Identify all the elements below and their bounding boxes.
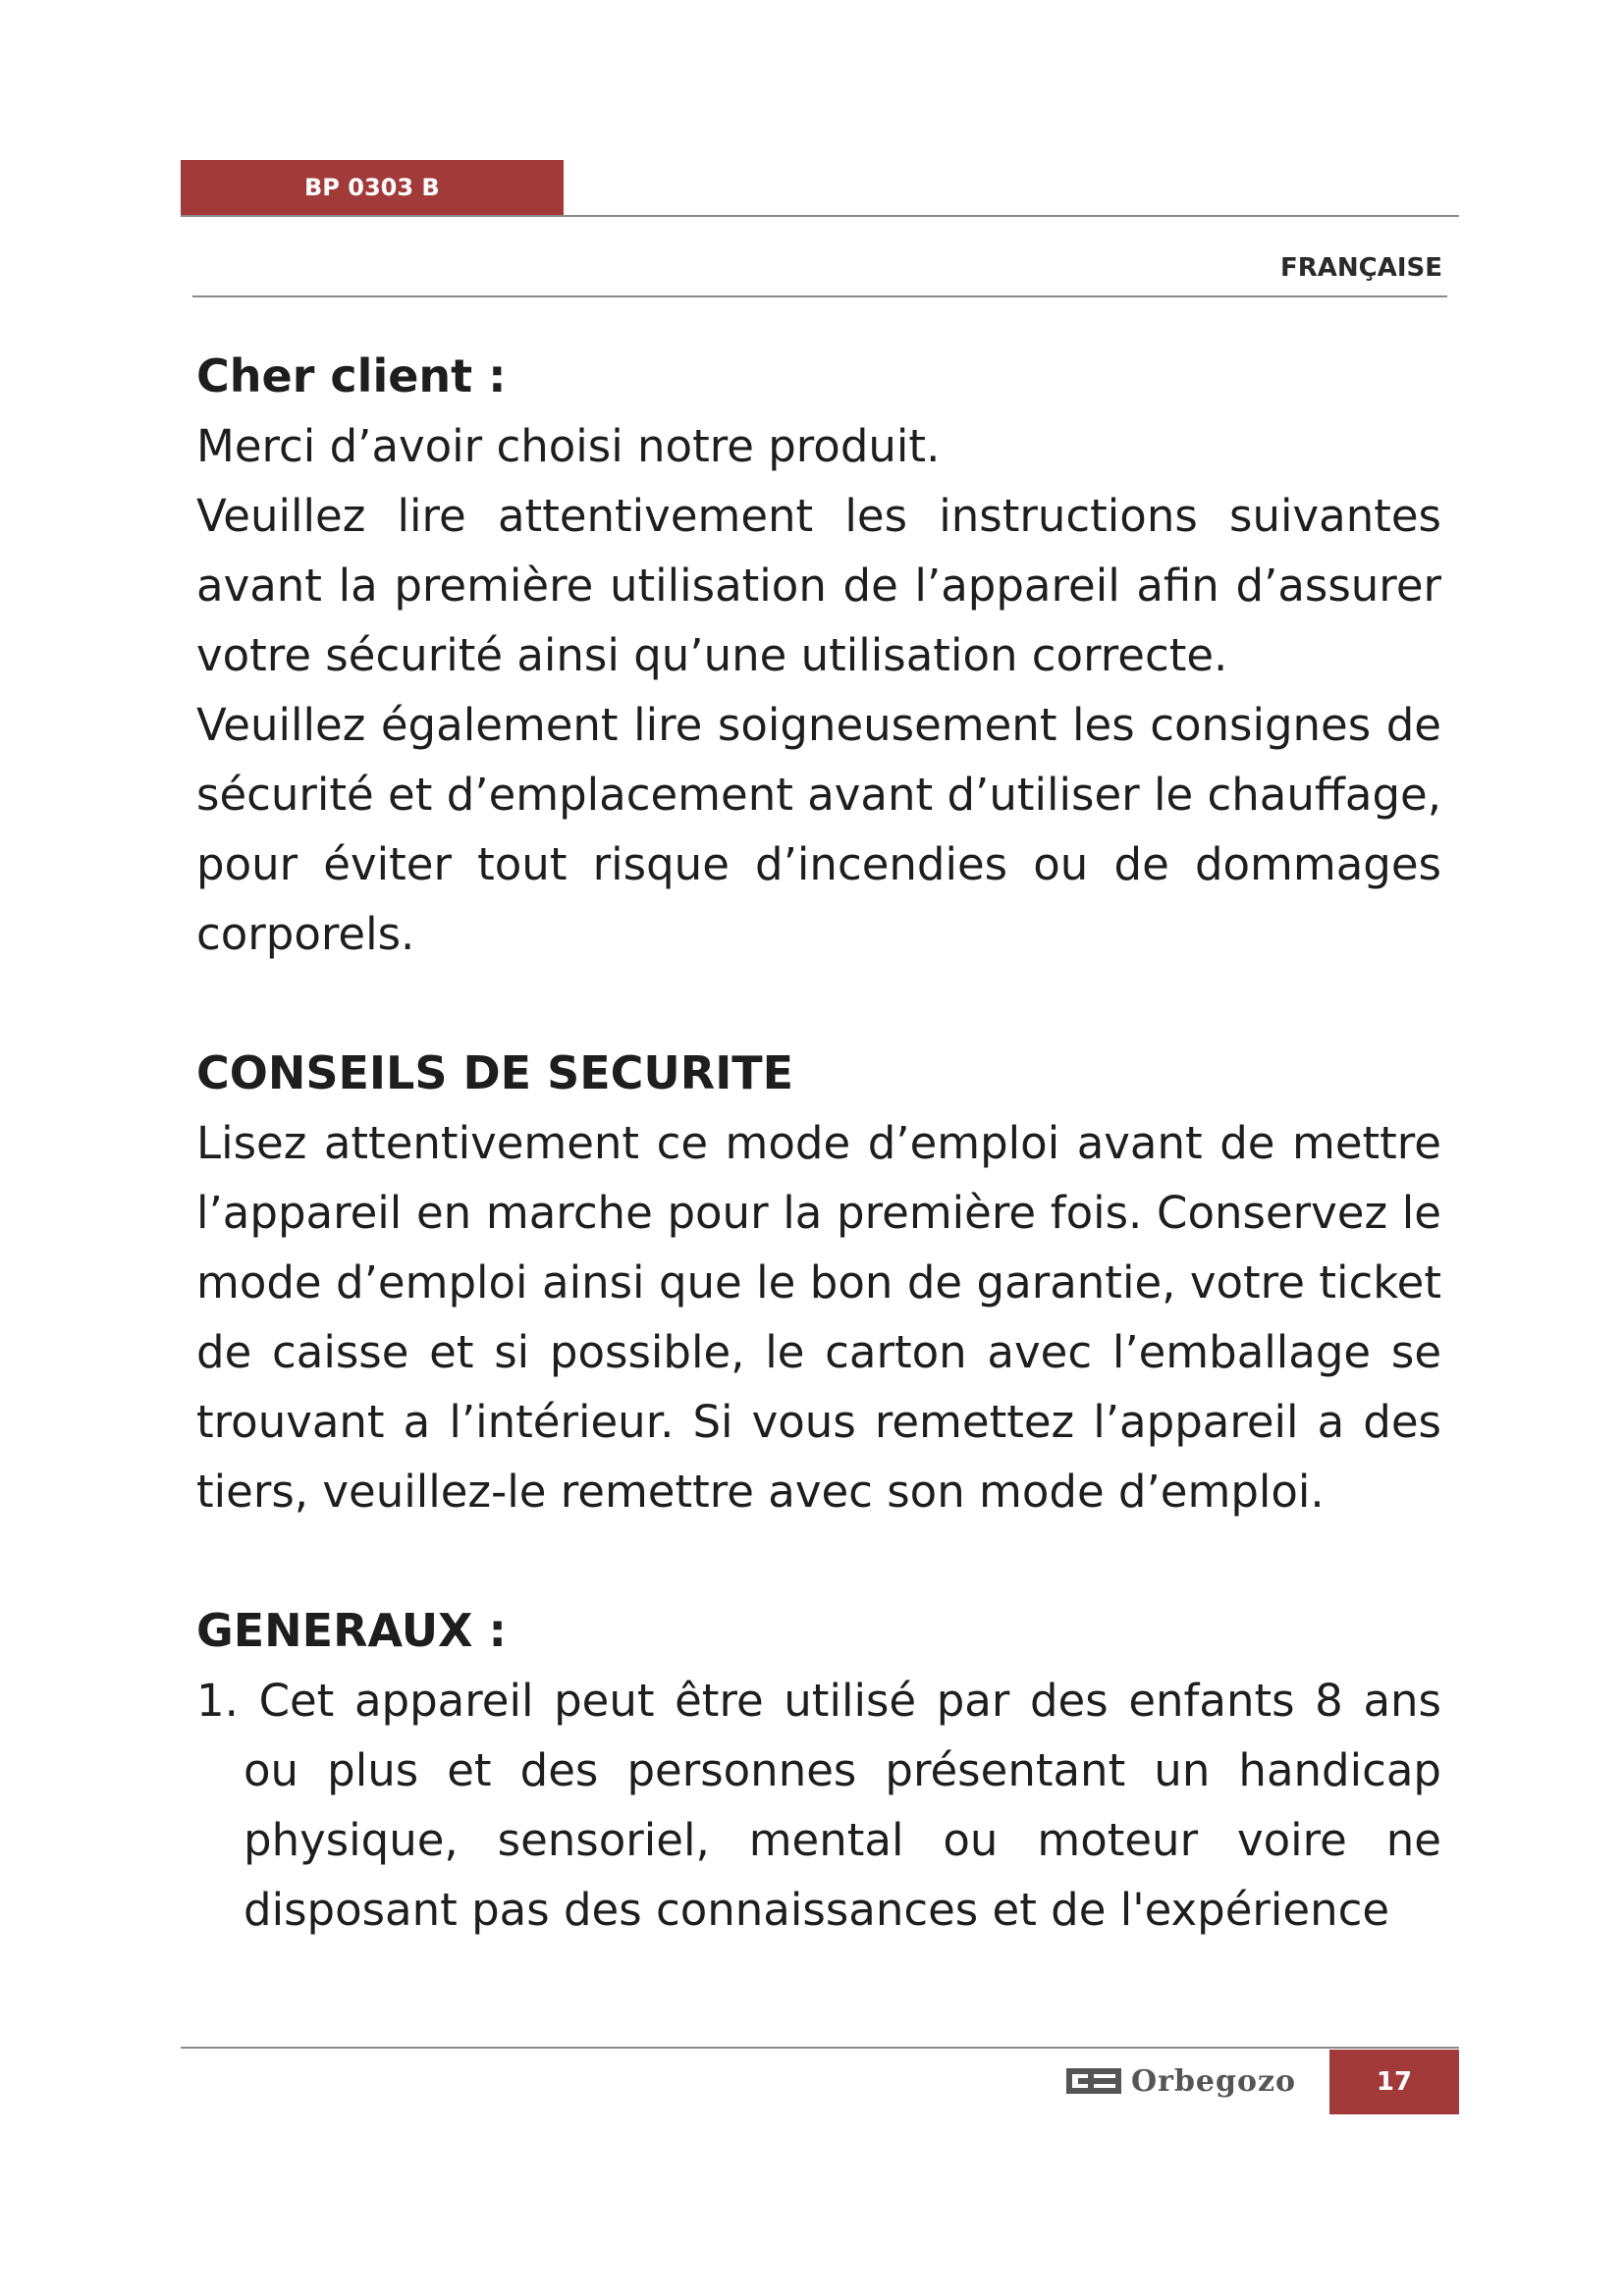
intro-paragraph-2: Veuillez lire attentivement les instructions suivantes avant la première utilisation de l’appareil afin d’assurer votre sécurité ainsi qu’une utilisation correcte. <box>196 490 1441 681</box>
language-rule <box>192 295 1447 297</box>
list-item-text: Cet appareil peut être utilisé par des enfants 8 ans ou plus et des personnes présentant un handicap physique, sensoriel, mental ou moteur voire ne disposant pas des connaissances et de l'expérience <box>244 1675 1441 1936</box>
brand-name: Orbegozo <box>1131 2063 1297 2099</box>
language-label: FRANÇAISE <box>1279 253 1442 283</box>
list-item <box>196 1666 1441 1945</box>
orbegozo-logo-icon <box>1066 2066 1121 2096</box>
page-body <box>196 342 1441 1945</box>
page-number-box <box>1329 2050 1459 2114</box>
safety-paragraph: Lisez attentivement ce mode d’emploi avant de mettre l’appareil en marche pour la première fois. Conservez le mode d’emploi ainsi que le bon de garantie, votre ticket de caisse et si possible, le carton avec l’emballage se trouvant a l’intérieur. Si vous remettez l’appareil a des tiers, veuillez-le remettre avec son mode d’emploi. <box>196 1117 1441 1518</box>
general-heading: GENERAUX : <box>196 1604 507 1657</box>
intro-paragraph-3: Veuillez également lire soigneusement les consignes de sécurité et d’emplacement avant d’utiliser le chauffage, pour éviter tout risque d’incendies ou de dommages corporels. <box>196 699 1441 960</box>
model-number: BP 0303 B <box>304 174 440 201</box>
safety-heading: CONSEILS DE SECURITE <box>196 1046 794 1099</box>
brand-logo <box>1066 2061 1312 2101</box>
footer-rule <box>181 2047 1459 2049</box>
general-list <box>196 1666 1441 1945</box>
page-number: 17 <box>1376 2067 1413 2097</box>
header-rule <box>181 215 1459 217</box>
intro-heading: Cher client : <box>196 349 507 402</box>
model-tab <box>181 160 564 215</box>
intro-paragraph-1: Merci d’avoir choisi notre produit. <box>196 420 941 472</box>
list-item-number: 1. <box>196 1675 239 1727</box>
